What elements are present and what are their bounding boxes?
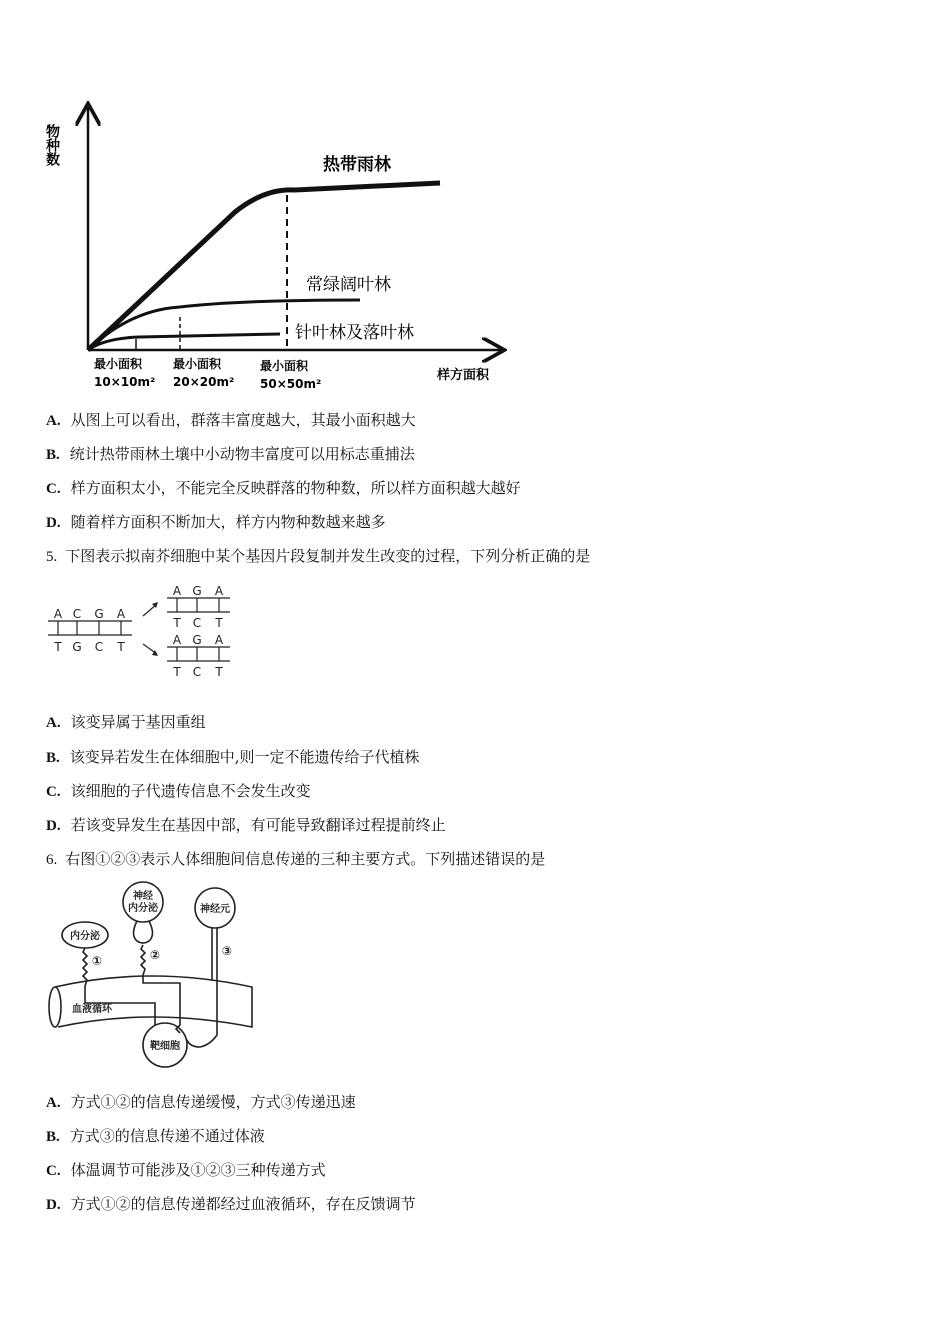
q6-option-d	[46, 1194, 416, 1215]
base: C	[94, 640, 104, 654]
q6-option-c	[46, 1160, 326, 1181]
question-text: 右图①②③表示人体细胞间信息传递的三种主要方式。下列描述错误的是	[65, 850, 546, 868]
y-axis-label: 物种数	[44, 124, 60, 166]
blood-label: 血液循环	[72, 1004, 112, 1015]
x-tick-label: 最小面积	[94, 357, 143, 371]
endocrine-label: 内分泌	[70, 931, 100, 942]
question-number: 5.	[46, 549, 58, 565]
question-number: 6.	[46, 852, 58, 868]
base: T	[54, 640, 62, 654]
base: C	[72, 607, 82, 621]
base: A	[53, 607, 63, 621]
option-text: 方式①②的信息传递缓慢，方式③传递迅速	[70, 1093, 356, 1111]
option-text: 该变异若发生在体细胞中,则一定不能遗传给子代植株	[69, 748, 420, 766]
q4-option-d	[46, 512, 386, 533]
target-cell-label: 靶细胞	[150, 1041, 180, 1052]
marker-3: ③	[221, 944, 233, 958]
q5-option-c	[46, 781, 311, 802]
option-text: 体温调节可能涉及①②③三种传递方式	[70, 1161, 326, 1179]
q5-option-b	[46, 747, 420, 768]
option-text: 方式③的信息传递不通过体液	[69, 1127, 265, 1145]
base: A	[172, 633, 182, 647]
base: A	[214, 633, 224, 647]
base: G	[72, 640, 82, 654]
option-letter: C.	[46, 481, 61, 497]
base: A	[116, 607, 126, 621]
option-text: 随着样方面积不断加大，样方内物种数越来越多	[70, 513, 386, 531]
x-tick-label: 最小面积	[173, 357, 222, 371]
base: T	[173, 665, 181, 679]
option-text: 统计热带雨林土壤中小动物丰富度可以用标志重捕法	[69, 445, 415, 463]
q5-stem	[46, 546, 590, 567]
option-letter: B.	[46, 750, 60, 766]
x-tick-label: 50×50m²	[260, 377, 322, 391]
option-letter: B.	[46, 1129, 60, 1145]
base: T	[173, 616, 181, 630]
q4-option-a	[46, 410, 416, 431]
curve-label-conifer: 针叶林及落叶林	[295, 323, 414, 343]
option-text: 样方面积太小，不能完全反映群落的物种数，所以样方面积越大越好	[70, 479, 521, 497]
cell-signaling-figure	[40, 875, 270, 1080]
option-letter: A.	[46, 413, 61, 429]
base: T	[215, 616, 223, 630]
base: T	[215, 665, 223, 679]
option-letter: D.	[46, 1197, 61, 1213]
option-text: 若该变异发生在基因中部，有可能导致翻译过程提前终止	[70, 816, 446, 834]
q4-option-b	[46, 444, 415, 465]
option-letter: A.	[46, 1095, 61, 1111]
x-tick-label: 10×10m²	[94, 375, 156, 389]
q4-option-c	[46, 478, 521, 499]
option-text: 该细胞的子代遗传信息不会发生改变	[70, 782, 311, 800]
option-letter: A.	[46, 715, 61, 731]
option-text: 该变异属于基因重组	[70, 713, 206, 731]
x-tick-label: 最小面积	[260, 359, 309, 373]
base: G	[192, 633, 202, 647]
option-text: 从图上可以看出，群落丰富度越大，其最小面积越大	[70, 411, 416, 429]
neuroendocrine-cell	[123, 882, 163, 922]
option-letter: D.	[46, 515, 61, 531]
neuron-label: 神经元	[200, 904, 230, 915]
base: G	[192, 584, 202, 598]
question-text: 下图表示拟南芥细胞中某个基因片段复制并发生改变的过程，下列分析正确的是	[65, 547, 591, 565]
marker-2: ②	[149, 948, 161, 962]
neuroendocrine-label: 内分泌	[128, 903, 158, 914]
x-axis-label: 样方面积	[437, 368, 490, 383]
base: A	[214, 584, 224, 598]
conifer-curve	[88, 334, 280, 350]
marker-1: ①	[91, 954, 103, 968]
q6-stem	[46, 849, 545, 870]
option-text: 方式①②的信息传递都经过血液循环，存在反馈调节	[70, 1195, 416, 1213]
base: A	[172, 584, 182, 598]
base: T	[117, 640, 125, 654]
base: G	[94, 607, 104, 621]
q6-option-b	[46, 1126, 265, 1147]
option-letter: B.	[46, 447, 60, 463]
species-area-figure	[40, 100, 520, 400]
option-letter: C.	[46, 784, 61, 800]
option-letter: C.	[46, 1163, 61, 1179]
dna-replication-figure	[40, 575, 260, 685]
x-tick-label: 20×20m²	[173, 375, 235, 389]
q5-option-a	[46, 712, 206, 733]
q6-option-a	[46, 1092, 356, 1113]
q5-option-d	[46, 815, 446, 836]
curve-label-evergreen: 常绿阔叶林	[306, 275, 391, 295]
curve-label-rainforest: 热带雨林	[323, 155, 391, 175]
base: C	[192, 665, 202, 679]
base: C	[192, 616, 202, 630]
neuroendocrine-label: 神经	[133, 891, 153, 902]
option-letter: D.	[46, 818, 61, 834]
